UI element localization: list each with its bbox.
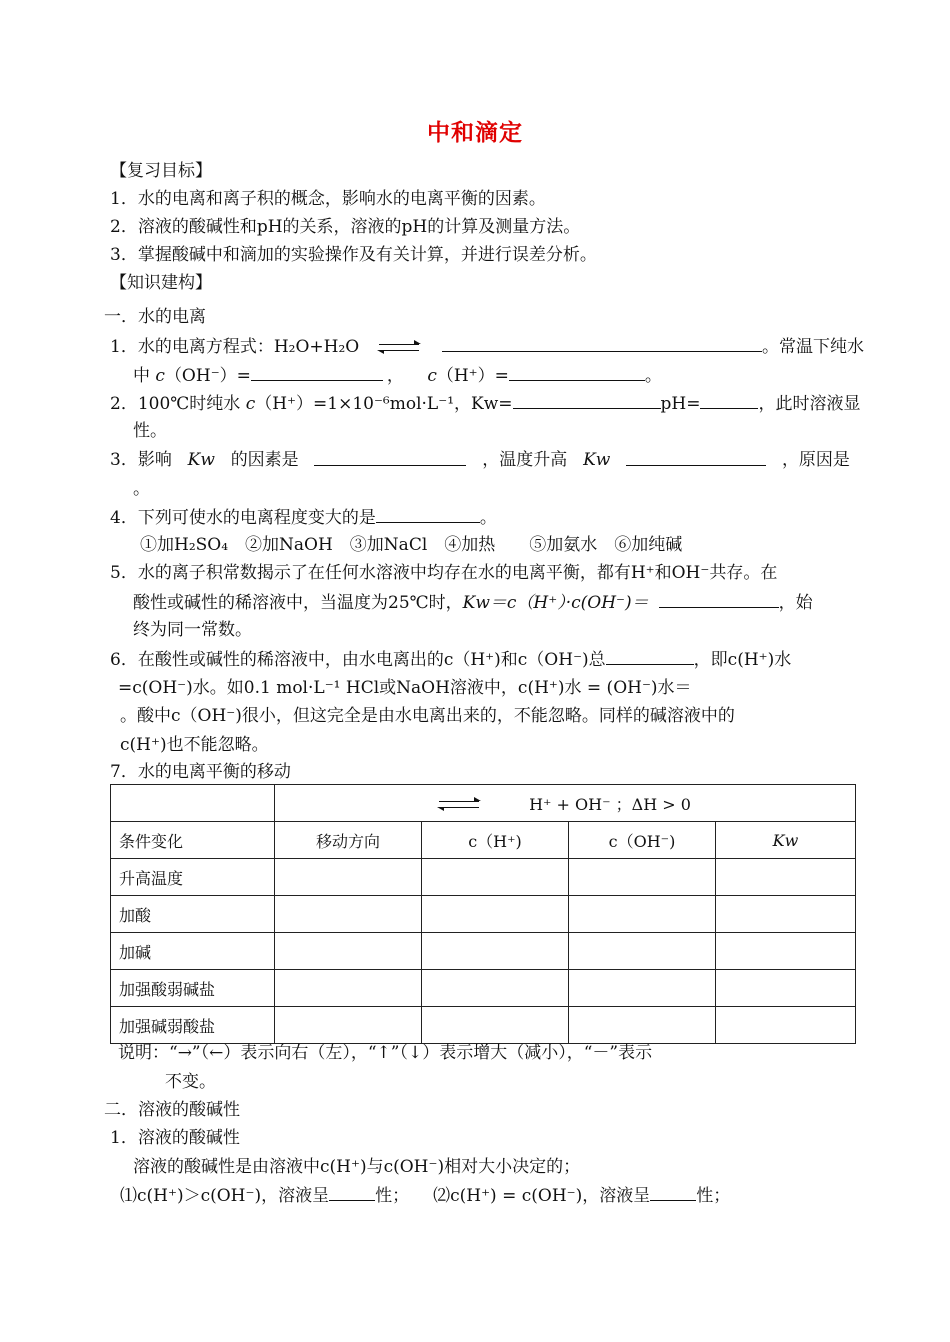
answer-cell[interactable] [422, 933, 569, 970]
review-item-3: 3．掌握酸碱中和滴加的实验操作及有关计算，并进行误差分析。 [110, 245, 597, 265]
row-label: 加酸 [111, 896, 275, 933]
answer-cell[interactable] [569, 1007, 716, 1044]
question-7: 7．水的电离平衡的移动 [110, 762, 291, 782]
answer-cell[interactable] [569, 896, 716, 933]
section-2-desc: 溶液的酸碱性是由溶液中c(H⁺)与c(OH⁻)相对大小决定的； [133, 1157, 581, 1177]
question-5-line-2: 酸性或碱性的稀溶液中，当温度为25℃时，Kw＝c（H⁺）·c(OH⁻)＝ ，始 [133, 593, 813, 613]
answer-cell[interactable] [569, 933, 716, 970]
equation-cell: H⁺ + OH⁻ ；ΔH > 0 [275, 785, 856, 822]
answer-cell[interactable] [275, 1007, 422, 1044]
answer-cell[interactable] [716, 859, 856, 896]
question-1-line-2: 中 c（OH⁻）= ， c（H⁺）= 。 [133, 366, 662, 386]
table-row [111, 933, 856, 970]
equilibrium-arrow-icon [439, 799, 479, 811]
answer-cell[interactable] [716, 896, 856, 933]
answer-cell[interactable] [422, 970, 569, 1007]
answer-cell[interactable] [422, 859, 569, 896]
equilibrium-arrow-icon [379, 342, 419, 354]
q3-factor-blank[interactable] [314, 449, 466, 466]
section-1-heading: 一．水的电离 [104, 307, 206, 327]
table-row [111, 970, 856, 1007]
section-2-sub-1: 1．溶液的酸碱性 [110, 1128, 240, 1148]
answer-cell[interactable] [275, 933, 422, 970]
q1-answer-blank[interactable] [442, 335, 762, 352]
question-6-line-3: 。酸中c（OH⁻)很小，但这完全是由水电离出来的，不能忽略。同样的碱溶液中的 [120, 706, 735, 726]
q2-ph-blank[interactable] [700, 392, 758, 409]
page-title: 中和滴定 [427, 120, 523, 146]
answer-cell[interactable] [716, 1007, 856, 1044]
question-6-line-2: =c(OH⁻)水。如0.1 mol·L⁻¹ HCl或NaOH溶液中，c(H⁺)水 = (OH⁻)水＝ [118, 678, 692, 698]
table-row [111, 896, 856, 933]
answer-cell[interactable] [716, 933, 856, 970]
answer-cell[interactable] [275, 859, 422, 896]
table-header: 条件变化 [111, 822, 275, 859]
table-header: Kw [716, 822, 856, 859]
knowledge-heading: 【知识建构】 [110, 273, 212, 293]
question-5-line-1: 5．水的离子积常数揭示了在任何水溶液中均存在水的电离平衡，都有H⁺和OH⁻共存。在 [110, 563, 778, 583]
question-4-options: ①加H₂SO₄ ②加NaOH ③加NaCl ④加热 ⑤加氨水 ⑥加纯碱 [140, 535, 683, 555]
answer-cell[interactable] [422, 1007, 569, 1044]
q2-kw-blank[interactable] [513, 392, 661, 409]
table-header: c（OH⁻) [569, 822, 716, 859]
table-row [111, 1007, 856, 1044]
q4-answer-blank[interactable] [376, 506, 480, 523]
note-line-2: 不变。 [165, 1072, 216, 1092]
q1-text: 1．水的电离方程式：H₂O+H₂O [110, 337, 360, 357]
question-6-line-1: 6．在酸性或碱性的稀溶液中，由水电离出的c（H⁺)和c（OH⁻)总 ，即c(H⁺)水 [110, 650, 792, 670]
question-2-line-1: 2．100℃时纯水 c（H⁺）=1×10⁻⁶mol·L⁻¹，Kw= pH= ，此时溶液显 [110, 394, 861, 414]
table-header-row [111, 822, 856, 859]
table-row [111, 859, 856, 896]
question-6-line-4: c(H⁺)也不能忽略。 [120, 735, 269, 755]
table-header: 移动方向 [275, 822, 422, 859]
question-2-line-2: 性。 [133, 421, 167, 441]
table-cell [111, 785, 275, 822]
answer-cell[interactable] [422, 896, 569, 933]
review-item-1: 1．水的电离和离子积的概念，影响水的电离平衡的因素。 [110, 189, 546, 209]
table-row [111, 785, 856, 822]
answer-cell[interactable] [275, 970, 422, 1007]
q5-kw-blank[interactable] [659, 591, 779, 608]
row-label: 加碱 [111, 933, 275, 970]
answer-cell[interactable] [569, 970, 716, 1007]
q1-oh-blank[interactable] [251, 364, 383, 381]
section-2-heading: 二．溶液的酸碱性 [104, 1100, 240, 1120]
section-2-conditions: ⑴c(H⁺)＞c(OH⁻)，溶液呈 性； ⑵c(H⁺) = c(OH⁻)，溶液呈 性； [120, 1186, 731, 1206]
q6-total-blank[interactable] [606, 648, 694, 665]
question-5-line-3: 终为同一常数。 [133, 620, 252, 640]
answer-cell[interactable] [275, 896, 422, 933]
table-header: c（H⁺) [422, 822, 569, 859]
question-3-line-1: 3．影响 Kw 的因素是 ，温度升高 Kw ，原因是 [110, 450, 850, 470]
question-3-line-2: 。 [133, 479, 150, 499]
answer-cell[interactable] [569, 859, 716, 896]
q3-kw-blank[interactable] [626, 449, 766, 466]
question-1-line-1: 1．水的电离方程式：H₂O+H₂O 。常温下纯水 [110, 337, 865, 357]
neutral-blank[interactable] [650, 1184, 696, 1201]
question-4: 4．下列可使水的电离程度变大的是 。 [110, 508, 497, 528]
row-label: 加强酸弱碱盐 [111, 970, 275, 1007]
review-heading: 【复习目标】 [110, 161, 212, 181]
row-label: 升高温度 [111, 859, 275, 896]
answer-cell[interactable] [716, 970, 856, 1007]
note-line-1: 说明：“→”（←）表示向右（左），“↑”（↓）表示增大（减小），“－”表示 [118, 1043, 653, 1063]
review-item-2: 2．溶液的酸碱性和pH的关系，溶液的pH的计算及测量方法。 [110, 217, 581, 237]
q1-h-blank[interactable] [509, 364, 645, 381]
acidic-blank[interactable] [329, 1184, 375, 1201]
row-label: 加强碱弱酸盐 [111, 1007, 275, 1044]
equilibrium-table [110, 784, 856, 1044]
